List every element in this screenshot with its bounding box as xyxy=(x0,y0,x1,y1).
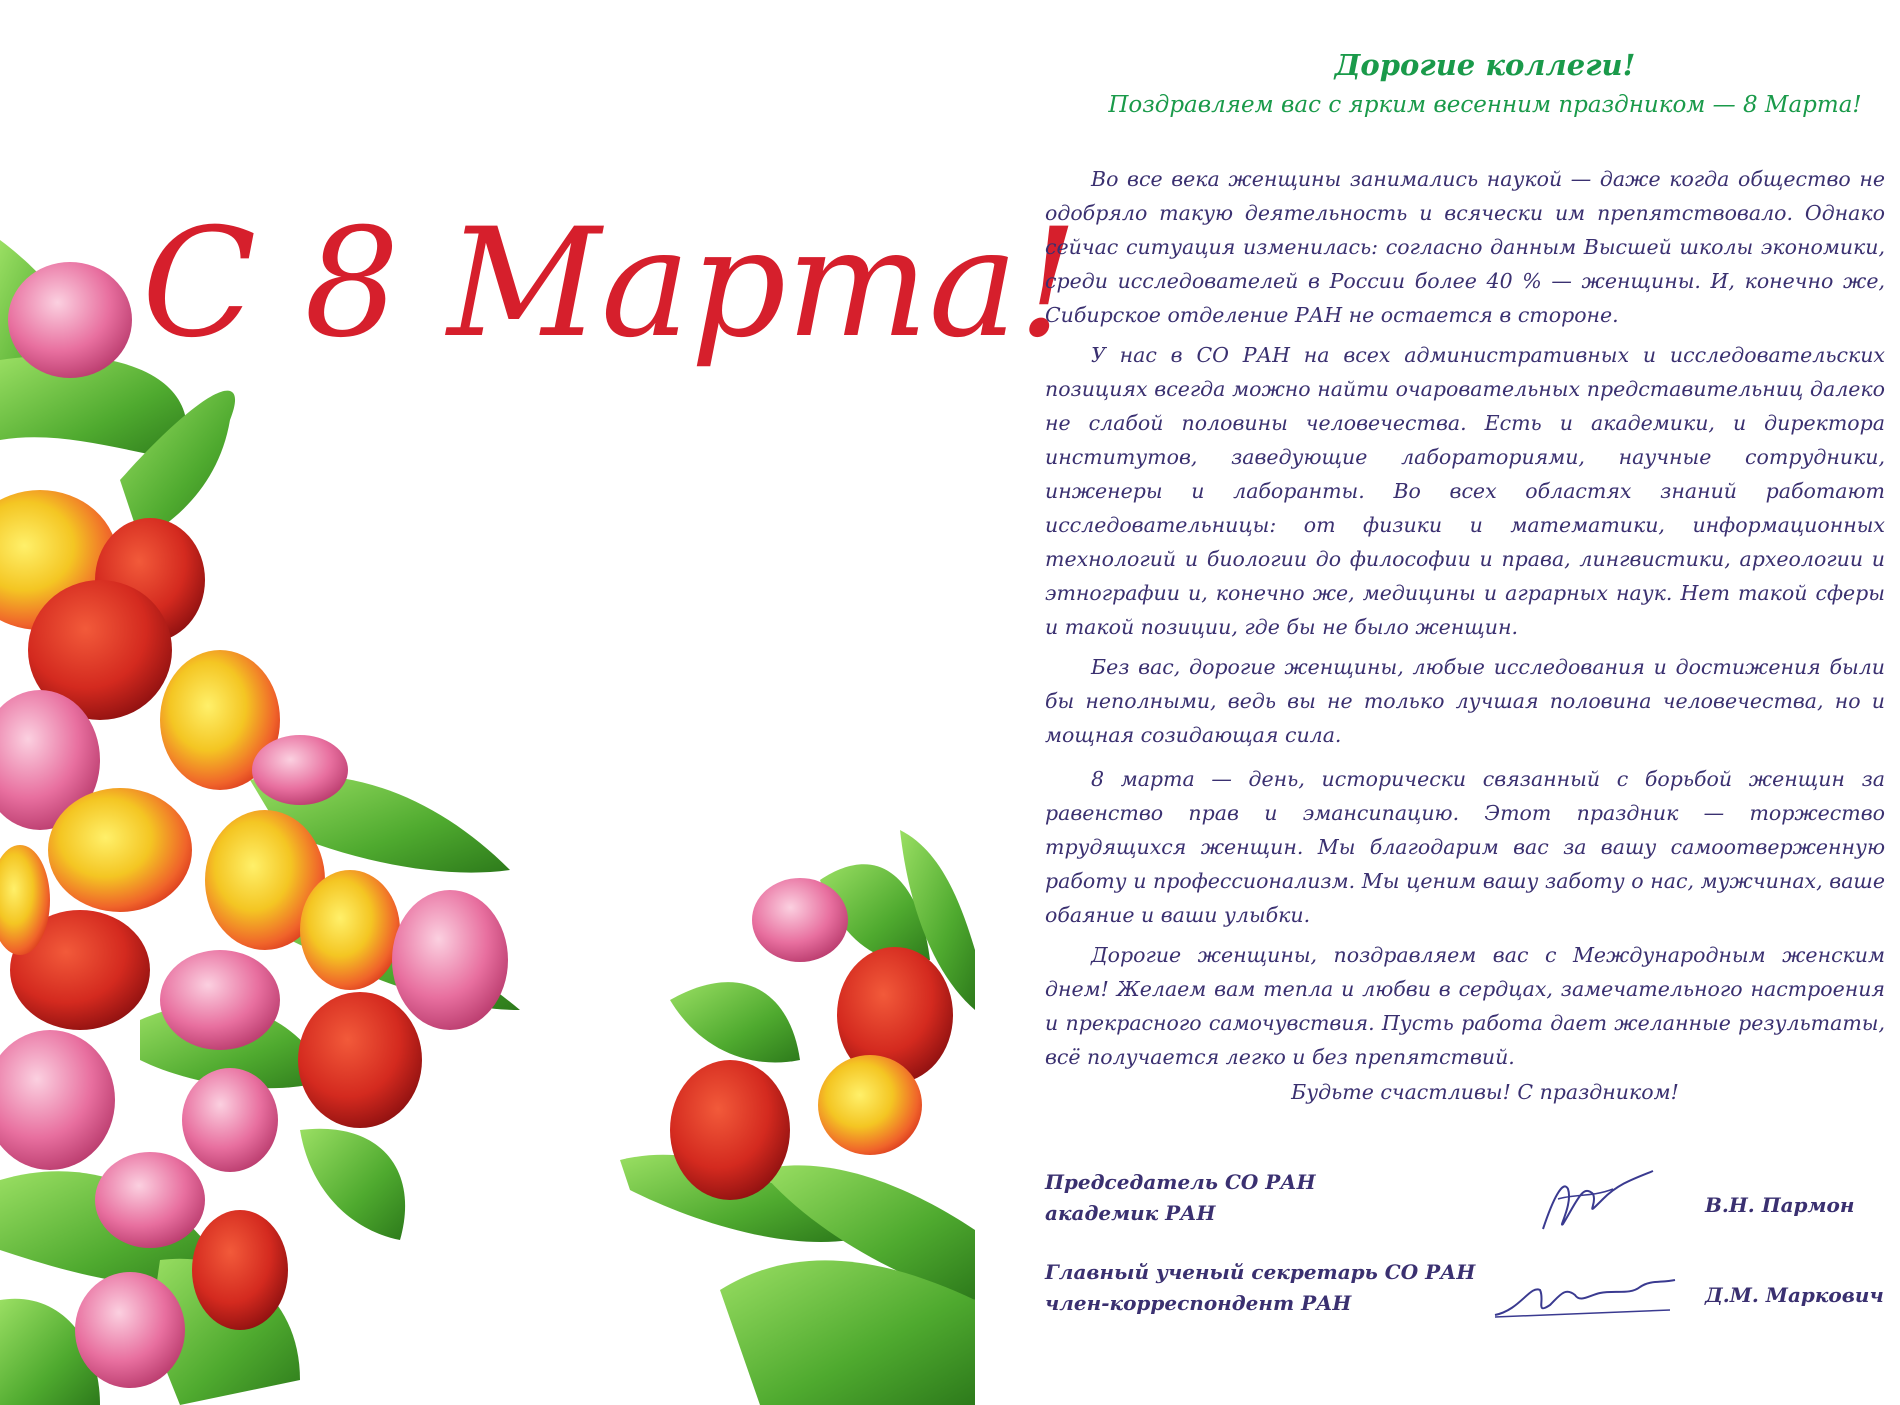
letter-subheading: Поздравляем вас с ярким весенним праздником — 8 Марта! xyxy=(1108,92,1862,118)
greeting-title-text: С 8 Марта! xyxy=(141,197,1079,371)
letter-paragraph: У нас в СО РАН на всех административных и исследовательских позициях всегда можно найти очаровательных представительниц далеко не слабой половины человечества. Есть и академики, и директора институтов, заведующие лабораториями, научные сотрудники, инженеры и лаборанты. Во всех областях знаний работают исследовательницы: от физики и математики, информационных технологий и биологии до философии и права, лингвистики, археологии и этнографии и, конечно же, медицины и аграрных наук. Нет такой сферы и такой позиции, где бы не было женщин. xyxy=(1045,343,1885,639)
letter-paragraph: 8 марта — день, исторически связанный с борьбой женщин за равенство прав и эмансипацию. Этот праздник — торжество трудящихся женщин. Мы благодарим вас за вашу самоотверженную работу и профессионализм. Мы ценим вашу заботу о нас, мужчинах, ваше обаяние и ваши улыбки. xyxy=(1045,767,1885,927)
position-line: Главный ученый секретарь СО РАН xyxy=(1045,1260,1476,1284)
handwritten-signature-icon xyxy=(1523,1159,1663,1239)
letter-closing: Будьте счастливы! С праздником! xyxy=(1291,1080,1679,1104)
handwritten-signature-icon xyxy=(1490,1265,1680,1325)
letter-panel xyxy=(1045,48,1885,1104)
signatory-name: Д.М. Маркович xyxy=(1705,1283,1884,1307)
position-line: Председатель СО РАН xyxy=(1045,1170,1316,1194)
greeting-title-lettering xyxy=(141,120,1079,480)
letter-paragraph: Дорогие женщины, поздравляем вас с Международным женским днем! Желаем вам тепла и любви в сердцах, замечательного настроения и прекрасного самочувствия. Пусть работа дает желанные результаты, всё получается легко и без препятствий. xyxy=(1045,943,1885,1069)
letter-paragraph: Без вас, дорогие женщины, любые исследования и достижения были бы неполными, ведь вы не только лучшая половина человечества, но и мощная созидающая сила. xyxy=(1045,655,1885,747)
signatures-section xyxy=(1045,1155,1885,1345)
signatory-position xyxy=(1045,1257,1475,1319)
signatory-position xyxy=(1045,1167,1316,1229)
letter-paragraph: Во все века женщины занимались наукой — даже когда общество не одобряло такую деятельность и всячески им препятствовало. Однако сейчас ситуация изменилась: согласно данным Высшей школы экономики, среди исследователей в России более 40 % — женщины. И, конечно же, Сибирское отделение РАН не остается в стороне. xyxy=(1045,167,1885,327)
signatory-name: В.Н. Пармон xyxy=(1705,1193,1855,1217)
letter-body xyxy=(1045,162,1885,1104)
position-line: член-корреспондент РАН xyxy=(1045,1291,1352,1315)
position-line: академик РАН xyxy=(1045,1201,1216,1225)
letter-heading: Дорогие коллеги! xyxy=(1334,48,1636,82)
